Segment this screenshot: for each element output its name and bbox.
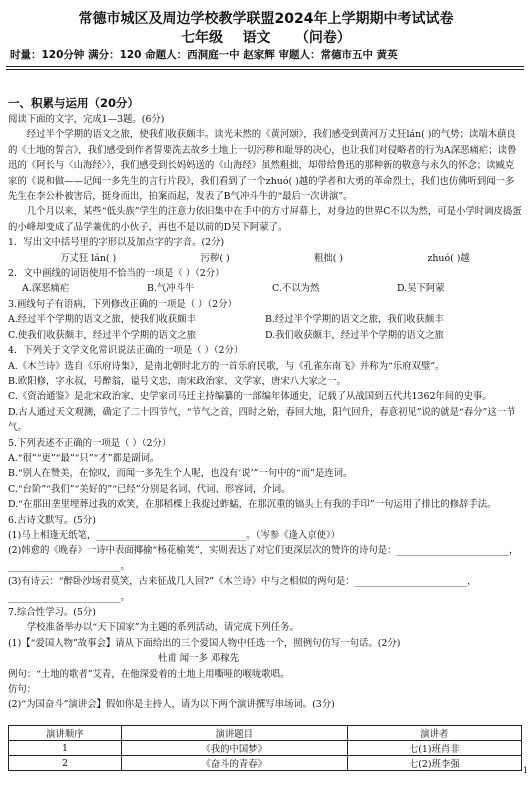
option: C.不以为然: [272, 283, 320, 295]
table-row: [9, 756, 522, 771]
option: A.经过半个学期的语文之旅，使我们收获颇丰: [8, 314, 196, 326]
table-cell: 《我的中国梦》: [121, 741, 347, 756]
question-5: 5.下列表述不正确的一项是（ ）（2分）: [8, 437, 172, 449]
question-4: 4．下列关于文学文化常识说法正确的一项是（ ）（2分）: [8, 345, 244, 357]
q1-item: 污秽( ): [200, 252, 230, 264]
question-1: 1．写出文中括号里的字形以及加点字的字音。(2分): [8, 237, 225, 249]
table-row: [9, 741, 522, 756]
option: D.吴下阿蒙: [397, 283, 445, 295]
table-cell: 七(1)班肖非: [347, 741, 521, 756]
option: C.使我们收获颇丰，经过半个学期的语文之旅: [8, 329, 196, 341]
option: A.《木兰诗》选自《乐府诗集》，是南北朝时北方的一首乐府民歌，与《孔雀东南飞》并称为“乐府双璧”。: [8, 360, 445, 372]
subject-label: 语文: [242, 30, 271, 46]
q7-names: 杜甫 闻一多 邓稼先: [158, 653, 239, 665]
table-header: 演讲顺序: [9, 726, 122, 741]
grade-label: 七年级: [181, 30, 224, 46]
q3-options: [8, 312, 522, 343]
option: A.“很”“更”“最”“只”“才”都是副词。: [8, 452, 160, 464]
table-cell: 《奋斗的青春》: [121, 756, 347, 771]
section-heading: 一、积累与运用（20分）: [8, 96, 140, 110]
question-6: 6.古诗文默写。(5分): [8, 514, 96, 526]
option: B.欧阳修，字永叔，号醉翁，谥号文忠，南宋政治家、文学家，唐宋八大家之一。: [8, 375, 346, 387]
q1-item: 万丈狂 lán( ): [60, 252, 117, 264]
table-header-row: [9, 726, 522, 741]
q7-task-1: (1)【“爱国人物”故事会】请从下面给出的三个爱国人物中任选一个，照例句仿写一句话。(2分): [8, 637, 401, 649]
divider: [6, 66, 524, 67]
option: C.《资治通鉴》是北宋政治家、史学家司马迁主持编纂的一部编年体通史，记载了从战国到五代共1362年间的史事。: [8, 391, 492, 403]
option: D.古人通过天文观测，确定了二十四节气，“节气之首，四时之始，春回大地，阳气回升，春意初见”说的就是“春分”这一节气。: [8, 406, 516, 434]
exam-title: 常德市城区及周边学校教学联盟2024年上学期期中考试试卷: [78, 11, 454, 27]
exam-meta: 时量：120分钟 满分：120 命题人：西洞庭一中 赵家辉 审题人：常德市五中 黄英: [10, 49, 398, 61]
table-header: 演讲题目: [121, 726, 347, 741]
poem-fill-item: (1)马上相逢无纸笔，________________________________。（岑参《逢入京使》）: [8, 529, 341, 541]
q7-imitate: 仿句：: [8, 684, 37, 696]
table-cell: 2: [9, 756, 122, 771]
q7-intro: 学校准备举办以“天下国家”为主题的系列活动，请完成下列任务。: [26, 622, 299, 634]
option: D.我们收获颇丰，经过半个学期的语文之旅: [265, 329, 444, 341]
question-7: 7.综合性学习。(5分): [8, 607, 96, 618]
divider: [6, 69, 524, 70]
option: B.“别人在赞美，在惊叹，而闻一多先生个人呢，也没有‘说’”一句中的“而”是连词。: [8, 468, 353, 480]
poem-fill-item: (2)韩愈的《晚春》一诗中表面揶揄“杨花榆荚”，实则表达了对它们更深层次的赞许的诗句是：________________________，________________________。: [8, 545, 519, 572]
q1-item: 粗拙( ): [314, 252, 344, 264]
table-cell: 1: [9, 741, 122, 756]
exam-subtitle: [0, 27, 532, 47]
option: B.气冲斗牛: [147, 283, 195, 295]
passage-paragraph: 经过半个学期的语文之旅，使我们收获颇丰。读光未然的《黄河颂》，我们感受到黄河万丈狂lán( )的气势；读端木蕻良的《土地的誓言》，我们感受到作者誓要洗去故乡土地上一切污秽和耻辱的决心，也让我们对侵略者的行为A深恶痛疟；读鲁迅的《阿长与〈山海经〉》，我们感受到长妈妈送的《山海经》虽然粗拙，却带给鲁迅的那种新的敬意与永久的怀念；读臧克家的《说和做——记闻一多先生的言行片段》，我们看到了一个zhuó( )越的学者和大勇的革命烈士，我们也仿佛听到闻一多先生在李公朴被害后，挺身而出，拍案而起，发表了B气冲斗牛的“最后一次讲演”。: [8, 129, 517, 203]
table-header: 演讲者: [347, 726, 521, 741]
q7-task-2: (2)“为国奋斗”演讲会】假如你是主持人，请为以下两个演讲撰写串场词。(3分): [8, 699, 335, 711]
poem-fill-item: (3)有诗云：“醉卧沙场君莫笑，古来征战几人回?”《木兰诗》中与之相似的两句是：________________________，________________________。: [8, 576, 477, 603]
question-3: 3.画线句子有语病，下列修改正确的一项是（ ）（2分）: [8, 298, 237, 310]
q1-items: [8, 251, 522, 266]
option: C.“台阶”“我们”“美好的”“已经”分别是名词、代词、形容词，介词。: [8, 483, 291, 495]
option: A.深恶痛疟: [22, 283, 70, 295]
q7-example: 例句：“土地的歌者”艾青，在他深爱着的土地上用嘶哑的喉咙歌唱。: [8, 668, 290, 680]
passage-paragraph: 几个月以来，某些“低头族”学生的注意力依旧集中在手中的方寸屏幕上，对身边的世界C不以为然，可是小学时调皮捣蛋的小峰却变成了品学兼优的小伙子，再也不是以前的D吴下阿蒙了。: [8, 206, 522, 233]
option: B.经过半个学期的语文之旅，我们收获颇丰: [265, 314, 444, 326]
page-number: 1: [522, 766, 528, 775]
table-cell: 七(2)班李强: [347, 756, 521, 771]
passage-intro: 阅读下面的文字，完成1—3题。(6分): [8, 114, 165, 125]
question-body: [8, 112, 522, 713]
option: D.“在那田垄里埋葬过我的欢笑，在那稻棵上我捉过蚱蜢，在那沉重的镐头上有我的手印”一句运用了排比的修辞手法。: [8, 499, 497, 511]
speech-table: [8, 725, 522, 771]
paper-label: （问卷）: [294, 30, 351, 46]
q2-options: [8, 281, 522, 296]
question-2: 2．文中画线的词语使用不恰当的一项是（ ）（2分）: [8, 268, 225, 280]
q1-item: zhuó( )越: [427, 252, 470, 264]
